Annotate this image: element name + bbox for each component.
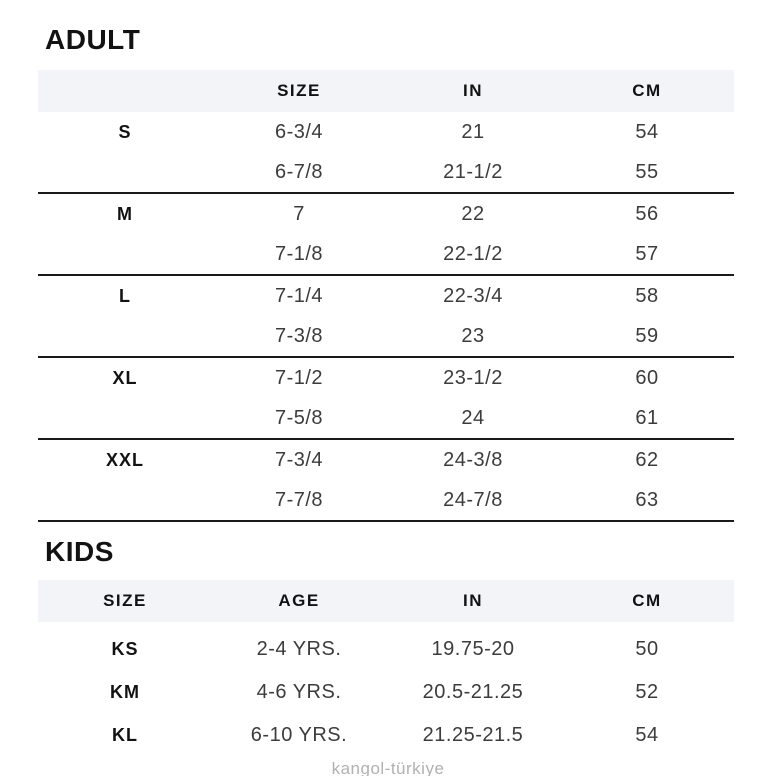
size-label: XL xyxy=(112,367,138,388)
kids-header-age: AGE xyxy=(278,591,320,610)
in-cell: 24-3/8 xyxy=(443,448,503,471)
kids-header-cm: CM xyxy=(632,591,662,610)
size-group-xxl xyxy=(38,440,734,522)
kids-table-header-row xyxy=(38,580,734,622)
table-row xyxy=(38,628,734,671)
cm-cell: 55 xyxy=(635,160,659,183)
adult-size-table xyxy=(38,70,734,522)
adult-header-cm: CM xyxy=(632,81,662,100)
size-label: KM xyxy=(110,682,140,702)
in-cell: 22 xyxy=(461,202,485,225)
size-cell: 7-5/8 xyxy=(274,406,324,429)
table-row xyxy=(38,194,734,234)
size-label: S xyxy=(118,121,132,142)
age-cell: 6-10 YRS. xyxy=(250,724,348,746)
cm-cell: 62 xyxy=(635,448,659,471)
cm-cell: 54 xyxy=(635,120,659,143)
size-cell: 7-1/8 xyxy=(274,242,324,265)
cm-cell: 58 xyxy=(635,284,659,307)
size-group-xl xyxy=(38,358,734,440)
size-label: M xyxy=(117,203,133,224)
table-row xyxy=(38,276,734,316)
table-row xyxy=(38,480,734,520)
size-group-l xyxy=(38,276,734,358)
cm-cell: 52 xyxy=(635,681,659,703)
table-row xyxy=(38,714,734,757)
in-cell: 21.25-21.5 xyxy=(422,724,524,746)
size-cell: 7-7/8 xyxy=(274,488,324,511)
size-cell: 6-3/4 xyxy=(274,120,324,143)
size-label: KL xyxy=(112,725,138,745)
size-label: XXL xyxy=(105,449,144,470)
size-cell: 7-1/2 xyxy=(274,366,324,389)
in-cell: 24 xyxy=(461,406,485,429)
size-group-s xyxy=(38,112,734,194)
size-cell: 6-7/8 xyxy=(274,160,324,183)
table-row xyxy=(38,234,734,274)
adult-table-header-row xyxy=(38,70,734,112)
cm-cell: 61 xyxy=(635,406,659,429)
table-row xyxy=(38,112,734,152)
cm-cell: 54 xyxy=(635,724,659,746)
kids-size-table xyxy=(38,580,734,757)
size-group-m xyxy=(38,194,734,276)
kids-section-heading: KIDS xyxy=(45,536,114,567)
table-row xyxy=(38,398,734,438)
size-cell: 7-3/8 xyxy=(274,324,324,347)
adult-header-in: IN xyxy=(463,81,483,100)
size-cell: 7 xyxy=(293,202,305,225)
kids-header-size: SIZE xyxy=(103,591,147,610)
cm-cell: 56 xyxy=(635,202,659,225)
size-label: KS xyxy=(111,639,139,659)
adult-section-heading: ADULT xyxy=(45,24,141,55)
age-cell: 4-6 YRS. xyxy=(256,681,342,703)
size-cell: 7-3/4 xyxy=(274,448,324,471)
in-cell: 22-1/2 xyxy=(443,242,503,265)
size-label: L xyxy=(119,285,131,306)
age-cell: 2-4 YRS. xyxy=(256,638,342,660)
cm-cell: 60 xyxy=(635,366,659,389)
size-cell: 7-1/4 xyxy=(274,284,324,307)
watermark-text: kangol-türkiye xyxy=(331,759,445,776)
in-cell: 21 xyxy=(461,120,485,143)
cm-cell: 59 xyxy=(635,324,659,347)
cm-cell: 50 xyxy=(635,638,659,660)
cm-cell: 57 xyxy=(635,242,659,265)
in-cell: 23-1/2 xyxy=(443,366,503,389)
in-cell: 21-1/2 xyxy=(443,160,503,183)
table-row xyxy=(38,440,734,480)
in-cell: 24-7/8 xyxy=(443,488,503,511)
table-row xyxy=(38,152,734,192)
table-row xyxy=(38,316,734,356)
in-cell: 22-3/4 xyxy=(443,284,503,307)
cm-cell: 63 xyxy=(635,488,659,511)
adult-header-size: SIZE xyxy=(277,81,321,100)
kids-header-in: IN xyxy=(463,591,483,610)
table-row xyxy=(38,358,734,398)
in-cell: 20.5-21.25 xyxy=(422,681,524,703)
table-row xyxy=(38,671,734,714)
in-cell: 19.75-20 xyxy=(431,638,515,660)
in-cell: 23 xyxy=(461,324,485,347)
